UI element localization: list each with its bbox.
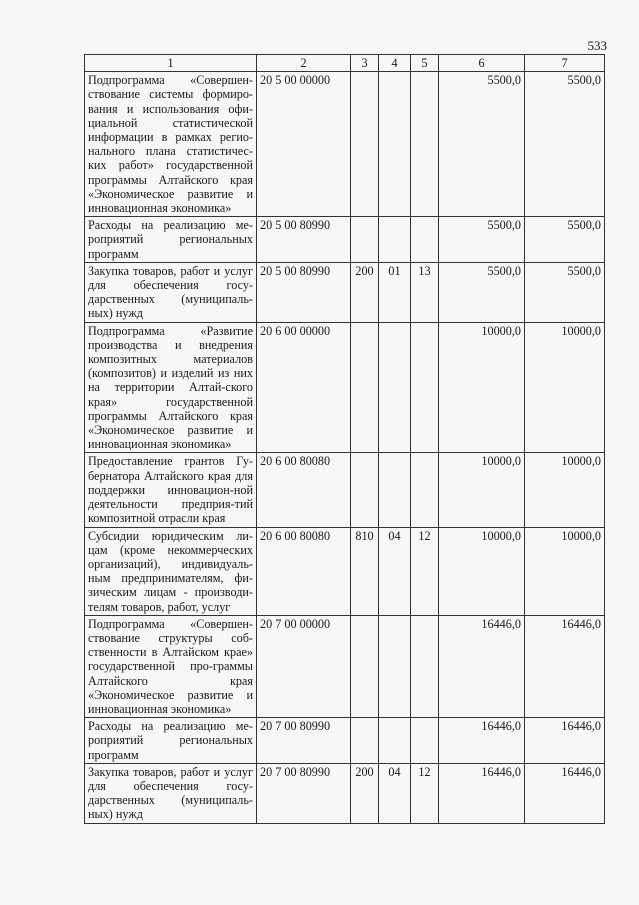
table-row (85, 527, 605, 615)
row-amount-col6-cell: 5500,0 (439, 262, 525, 322)
row-col5-cell (411, 453, 439, 527)
row-col4-cell (379, 615, 411, 717)
row-name-cell: Закупка товаров, работ и услуг для обеспечения госу-дарственных (муниципаль-ных) нужд (85, 262, 257, 322)
row-col4-cell: 04 (379, 527, 411, 615)
row-amount-col6-cell: 10000,0 (439, 527, 525, 615)
budget-table (84, 54, 605, 824)
row-col4-cell: 01 (379, 262, 411, 322)
row-code-cell: 20 7 00 80990 (257, 718, 351, 764)
column-header: 4 (379, 55, 411, 72)
row-col3-cell: 810 (351, 527, 379, 615)
row-col4-cell (379, 72, 411, 217)
table-row (85, 615, 605, 717)
table-row (85, 453, 605, 527)
row-col3-cell (351, 72, 379, 217)
row-col3-cell (351, 453, 379, 527)
row-col5-cell: 13 (411, 262, 439, 322)
row-amount-col7-cell: 10000,0 (525, 527, 605, 615)
row-amount-col6-cell: 16446,0 (439, 615, 525, 717)
row-name-cell: Предоставление грантов Гу-бернатора Алтайского края для поддержки инновацион-ной деятельности предприя-тий композитной отрасли края (85, 453, 257, 527)
row-code-cell: 20 6 00 00000 (257, 322, 351, 453)
row-code-cell: 20 5 00 80990 (257, 217, 351, 263)
row-col5-cell: 12 (411, 527, 439, 615)
table-header-row (85, 55, 605, 72)
row-amount-col7-cell: 5500,0 (525, 217, 605, 263)
row-name-cell: Закупка товаров, работ и услуг для обеспечения госу-дарственных (муниципаль-ных) нужд (85, 763, 257, 823)
row-code-cell: 20 5 00 80990 (257, 262, 351, 322)
row-code-cell: 20 6 00 80080 (257, 527, 351, 615)
row-col5-cell (411, 322, 439, 453)
row-col5-cell: 12 (411, 763, 439, 823)
row-name-cell: Расходы на реализацию ме-роприятий региональных программ (85, 217, 257, 263)
row-code-cell: 20 5 00 00000 (257, 72, 351, 217)
row-amount-col6-cell: 16446,0 (439, 718, 525, 764)
row-col4-cell (379, 322, 411, 453)
row-amount-col6-cell: 10000,0 (439, 453, 525, 527)
row-code-cell: 20 7 00 80990 (257, 763, 351, 823)
row-code-cell: 20 6 00 80080 (257, 453, 351, 527)
page-number: 533 (587, 38, 607, 53)
row-amount-col7-cell: 16446,0 (525, 763, 605, 823)
column-header: 3 (351, 55, 379, 72)
row-amount-col7-cell: 10000,0 (525, 453, 605, 527)
table-row (85, 322, 605, 453)
row-amount-col7-cell: 16446,0 (525, 615, 605, 717)
row-code-cell: 20 7 00 00000 (257, 615, 351, 717)
column-header: 1 (85, 55, 257, 72)
column-header: 6 (439, 55, 525, 72)
table-row (85, 72, 605, 217)
row-amount-col6-cell: 5500,0 (439, 72, 525, 217)
row-col5-cell (411, 72, 439, 217)
table-row (85, 217, 605, 263)
row-col3-cell (351, 718, 379, 764)
row-col3-cell: 200 (351, 262, 379, 322)
row-col5-cell (411, 217, 439, 263)
row-col4-cell (379, 453, 411, 527)
row-amount-col6-cell: 5500,0 (439, 217, 525, 263)
column-header: 7 (525, 55, 605, 72)
row-col5-cell (411, 718, 439, 764)
row-col3-cell (351, 615, 379, 717)
row-amount-col7-cell: 5500,0 (525, 72, 605, 217)
row-col3-cell: 200 (351, 763, 379, 823)
row-name-cell: Подпрограмма «Совершен-ствование структуры соб-ственности в Алтайском крае» государственной про-граммы Алтайского края «Экономическое развитие и инновационная экономика» (85, 615, 257, 717)
row-amount-col6-cell: 10000,0 (439, 322, 525, 453)
row-col3-cell (351, 217, 379, 263)
row-col4-cell (379, 718, 411, 764)
table-row (85, 262, 605, 322)
row-amount-col7-cell: 5500,0 (525, 262, 605, 322)
row-name-cell: Расходы на реализацию ме-роприятий региональных программ (85, 718, 257, 764)
row-amount-col7-cell: 10000,0 (525, 322, 605, 453)
row-col5-cell (411, 615, 439, 717)
row-name-cell: Подпрограмма «Совершен-ствование системы формиро-вания и использования офи-циальной статистической информации в рамках регио-нального плана статистичес-ких работ» государственной программы Алтайского края «Экономическое развитие и инновационная экономика» (85, 72, 257, 217)
row-col3-cell (351, 322, 379, 453)
column-header: 5 (411, 55, 439, 72)
row-col4-cell (379, 217, 411, 263)
row-name-cell: Субсидии юридическим ли-цам (кроме некоммерческих организаций), индивидуаль-ным предпринимателям, фи-зическим лицам - производи-телям товаров, работ, услуг (85, 527, 257, 615)
row-name-cell: Подпрограмма «Развитие производства и внедрения композитных материалов (композитов) и изделий из них на территории Алтай-ского края» государственной программы Алтайского края «Экономическое развитие и инновационная экономика» (85, 322, 257, 453)
table-row (85, 718, 605, 764)
column-header: 2 (257, 55, 351, 72)
row-col4-cell: 04 (379, 763, 411, 823)
table-row (85, 763, 605, 823)
row-amount-col7-cell: 16446,0 (525, 718, 605, 764)
row-amount-col6-cell: 16446,0 (439, 763, 525, 823)
